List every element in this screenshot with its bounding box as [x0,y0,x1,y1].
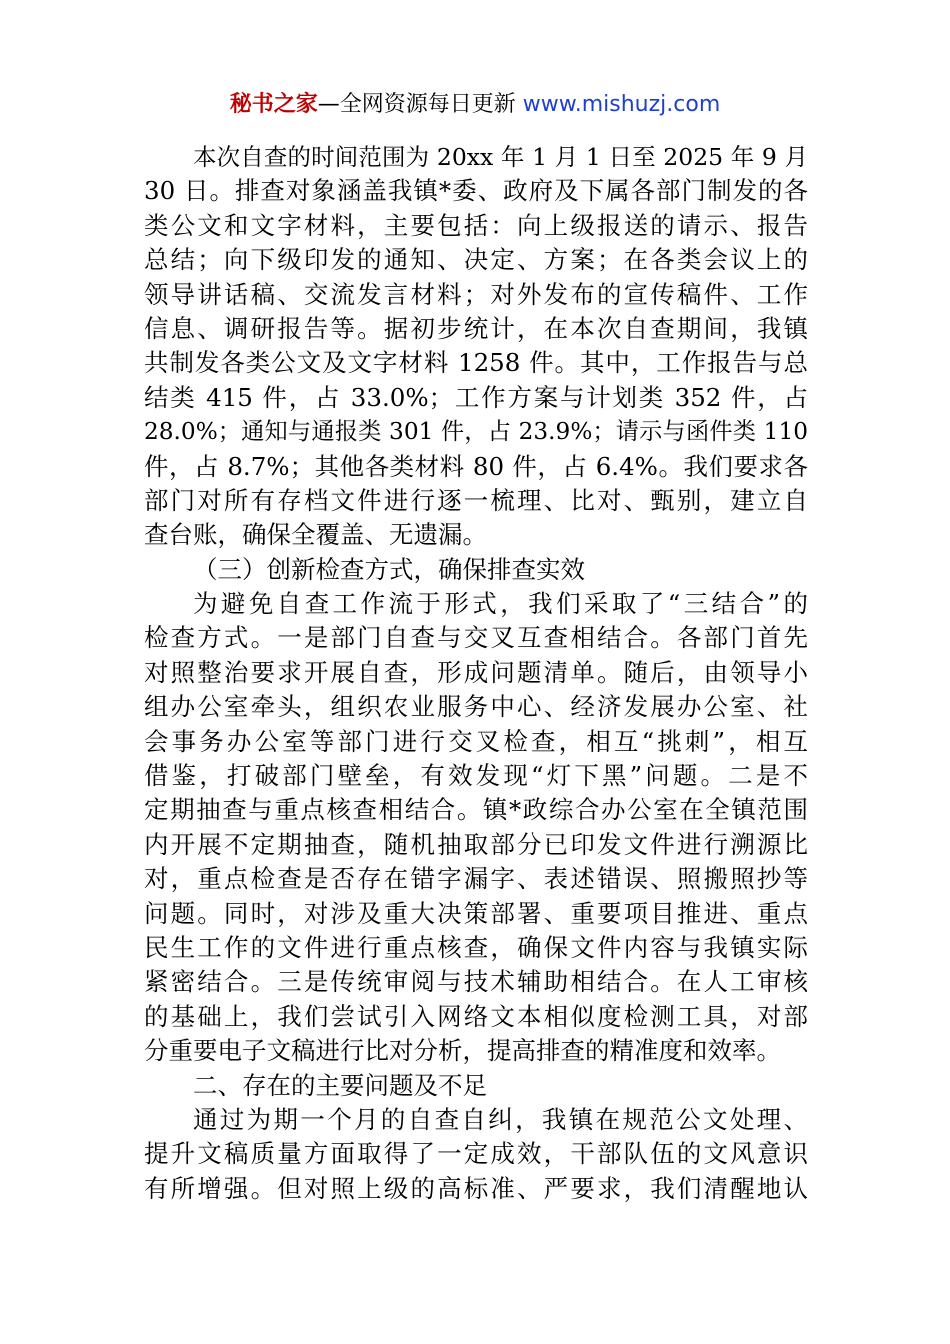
site-tagline: —全网资源每日更新 [317,92,516,117]
body-line: 本次自查的时间范围为 20xx 年 1 月 1 日至 2025 年 9 月 [193,143,808,171]
section-heading: （三）创新检查方式，确保排查实效 [193,554,585,584]
body-line: 定期抽查与重点核查相结合。镇*政综合办公室在全镇范围 [144,795,808,825]
document-body [144,140,808,1206]
body-line: 查台账，确保全覆盖、无遗漏。 [144,520,487,550]
body-line: 紧密结合。三是传统审阅与技术辅助相结合。在人工审核 [144,967,808,997]
body-line: 为避免自查工作流于形式，我们采取了“三结合”的 [193,589,808,619]
body-line: 结类 415 件，占 33.0%；工作方案与计划类 352 件，占 [144,382,808,412]
body-line: 通过为期一个月的自查自纠，我镇在规范公文处理、 [193,1104,808,1134]
section-heading: 二、存在的主要问题及不足 [193,1070,487,1100]
body-line: 对，重点检查是否存在错字漏字、表述错误、照搬照抄等 [144,864,808,894]
body-line: 提升文稿质量方面取得了一定成效，干部队伍的文风意识 [144,1139,808,1169]
body-line: 会事务办公室等部门进行交叉检查，相互“挑刺”，相互 [144,726,808,756]
body-line: 分重要电子文稿进行比对分析，提高排查的精准度和效率。 [144,1036,781,1066]
body-line: 检查方式。一是部门自查与交叉互查相结合。各部门首先 [144,623,808,653]
body-line: 问题。同时，对涉及重大决策部署、重要项目推进、重点 [144,898,808,928]
body-line: 对照整治要求开展自查，形成问题清单。随后，由领导小 [144,657,808,687]
body-line: 内开展不定期抽查，随机抽取部分已印发文件进行溯源比 [144,829,808,859]
body-line: 类公文和文字材料，主要包括：向上级报送的请示、报告 [144,210,808,240]
body-line: 有所增强。但对照上级的高标准、严要求，我们清醒地认 [144,1173,808,1203]
body-line: 信息、调研报告等。据初步统计，在本次自查期间，我镇 [144,313,808,343]
body-line: 民生工作的文件进行重点核查，确保文件内容与我镇实际 [144,932,808,962]
body-line: 组办公室牵头，组织农业服务中心、经济发展办公室、社 [144,692,808,722]
body-line: 总结；向下级印发的通知、决定、方案；在各类会议上的 [144,245,808,275]
body-line: 28.0%；通知与通报类 301 件，占 23.9%；请示与函件类 110 [144,418,808,446]
body-line: 部门对所有存档文件进行逐一梳理、比对、甄别，建立自 [144,485,808,515]
body-line: 共制发各类公文及文字材料 1258 件。其中，工作报告与总 [144,348,808,378]
body-line: 的基础上，我们尝试引入网络文本相似度检测工具，对部 [144,1001,808,1031]
site-header [0,88,950,122]
body-line: 件，占 8.7%；其他各类材料 80 件，占 6.4%。我们要求各 [144,451,808,481]
site-url-link[interactable]: www.mishuzj.com [522,92,721,117]
body-line: 30 日。排查对象涵盖我镇*委、政府及下属各部门制发的各 [144,176,808,206]
body-line: 借鉴，打破部门壁垒，有效发现“灯下黑”问题。二是不 [144,761,808,791]
site-brand: 秘书之家 [229,92,318,117]
body-line: 领导讲话稿、交流发言材料；对外发布的宣传稿件、工作 [144,279,808,309]
